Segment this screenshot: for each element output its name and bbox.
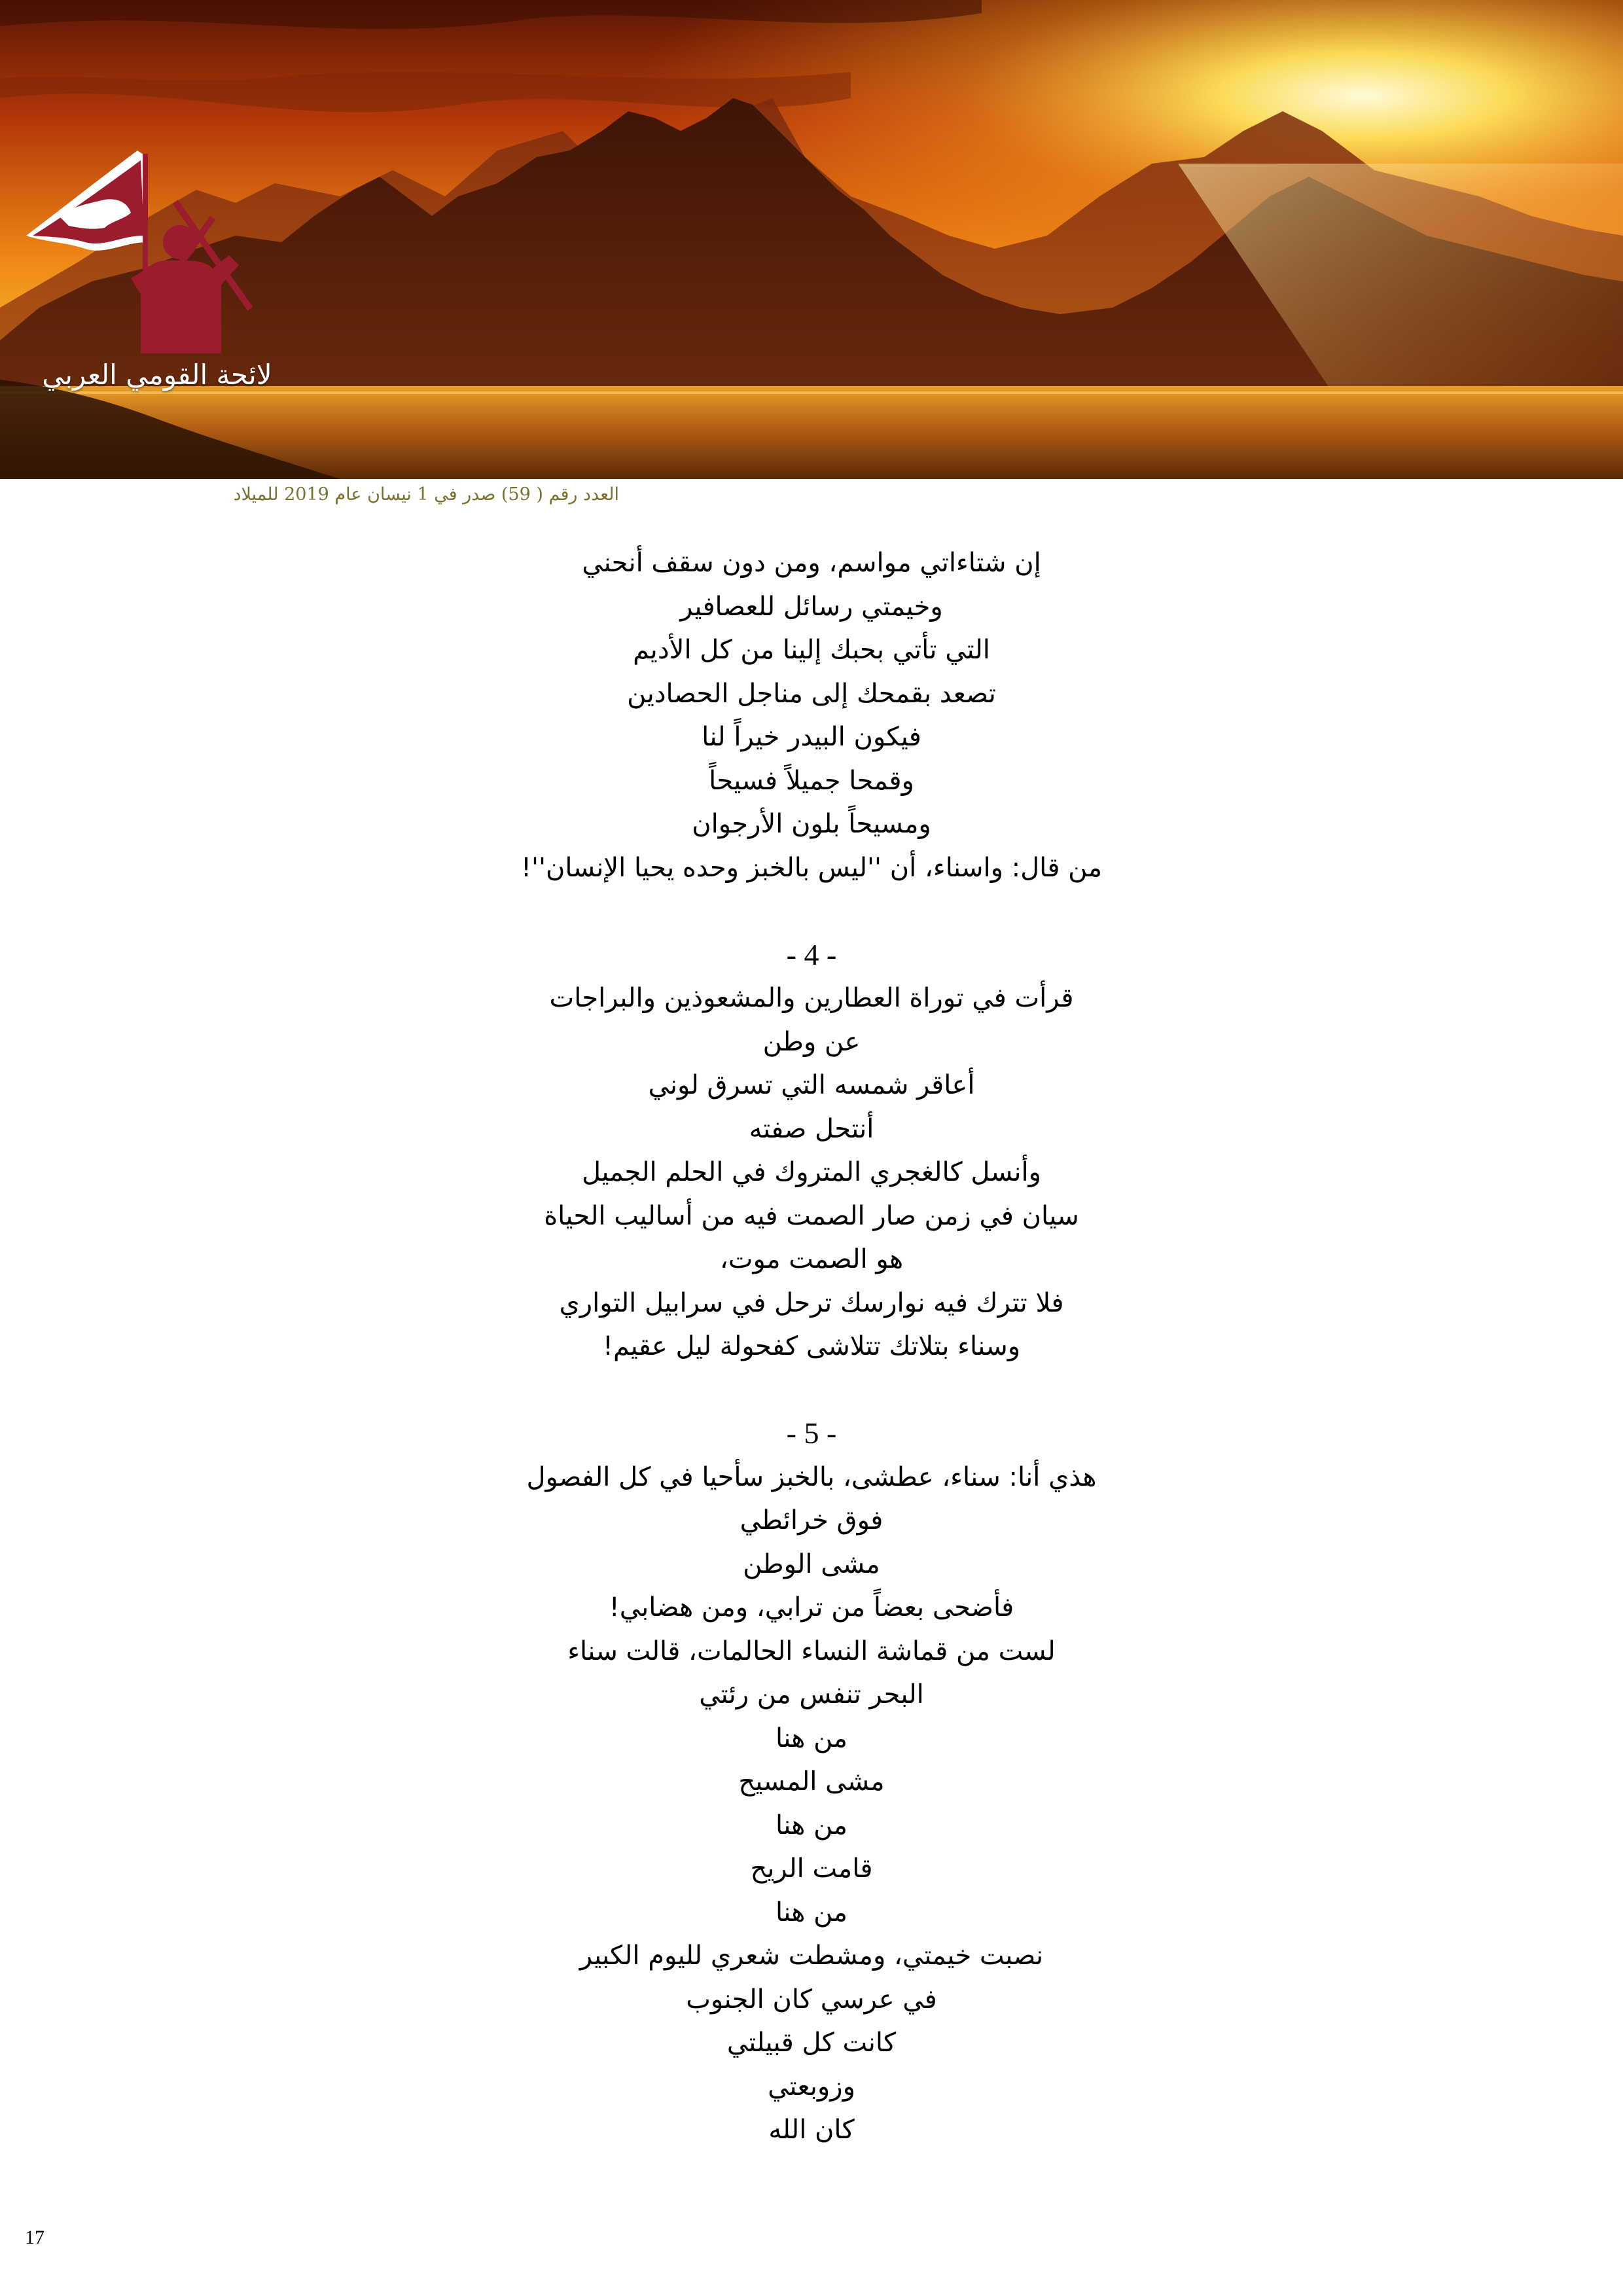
poem-body: [314, 541, 1309, 2152]
poem-line: في عرسي كان الجنوب: [686, 1984, 937, 2015]
poem-line: فوق خرائطي: [740, 1505, 883, 1535]
poem-line: من هنا: [776, 1897, 847, 1928]
flag-bearer-icon: [13, 144, 288, 393]
poem-line: فأضحى بعضاً من ترابي، ومن هضابي!: [609, 1592, 1014, 1623]
poem-line: وسناء بتلاتك تتلاشى كفحولة ليل عقيم!: [602, 1331, 1021, 1361]
poem-line: وزوبعتي: [768, 2071, 855, 2102]
poem-line: هذي أنا: سناء، عطشى، بالخبز سأحيا في كل الفصول: [526, 1462, 1097, 1492]
poem-line: هو الصمت موت،: [719, 1244, 904, 1274]
poem-line: من هنا: [776, 1810, 847, 1840]
poem-line: من هنا: [776, 1723, 847, 1753]
poem-line: ومسيحاً بلون الأرجوان: [692, 809, 931, 839]
section-number-4: - 4 -: [786, 937, 837, 971]
poem-line: إن شتاءاتي مواسم، ومن دون سقف أنحني: [582, 548, 1041, 578]
logo-emblem: [13, 144, 288, 393]
logo-caption: لائحة القومي العربي: [42, 359, 272, 391]
poem-line: قامت الريح: [750, 1854, 873, 1884]
poem-line: وخيمتي رسائل للعصافير: [680, 591, 943, 622]
poem-line: وقمحا جميلاً فسيحاً: [709, 765, 914, 796]
poem-line: كان الله: [768, 2115, 855, 2145]
stanza-spacer: [314, 889, 1309, 933]
poem-line: البحر تنفس من رئتي: [699, 1679, 924, 1710]
poem-line: مشى المسيح: [738, 1767, 885, 1797]
poem-line: قرأت في توراة العطارين والمشعوذين والبراجات: [549, 983, 1074, 1013]
section-number-5: - 5 -: [786, 1416, 837, 1450]
poem-line: أنتحل صفته: [749, 1113, 874, 1144]
poem-line: عن وطن: [762, 1026, 861, 1057]
poem-line: التي تأتي بحبك إلينا من كل الأديم: [633, 635, 990, 665]
poem-line: فيكون البيدر خيراً لنا: [702, 722, 921, 752]
poem-line: وأنسل كالغجري المتروك في الحلم الجميل: [582, 1157, 1041, 1187]
poem-line: لست من قماشة النساء الحالمات، قالت سناء: [567, 1636, 1056, 1666]
page-number: 17: [25, 2227, 45, 2248]
poem-line: فلا تترك فيه نوارسك ترحل في سرابيل التواري: [559, 1287, 1064, 1318]
poem-line: أعاقر شمسه التي تسرق لوني: [648, 1070, 975, 1100]
poem-line: سيان في زمن صار الصمت فيه من أساليب الحياة: [544, 1200, 1079, 1231]
stanza-spacer: [314, 1369, 1309, 1412]
poem-line: نصبت خيمتي، ومشطت شعري لليوم الكبير: [579, 1941, 1044, 1971]
header-banner: [0, 0, 1623, 479]
poem-line: مشى الوطن: [743, 1549, 880, 1579]
poem-line: تصعد بقمحك إلى مناجل الحصادين: [627, 678, 996, 709]
poem-line: من قال: واسناء، أن ''ليس بالخبز وحده يحيا الإنسان''!: [520, 852, 1103, 883]
poem-line: كانت كل قبيلتي: [726, 2028, 897, 2058]
issue-info: العدد رقم ( 59) صدر في 1 نيسان عام 2019 للميلاد: [233, 484, 619, 505]
